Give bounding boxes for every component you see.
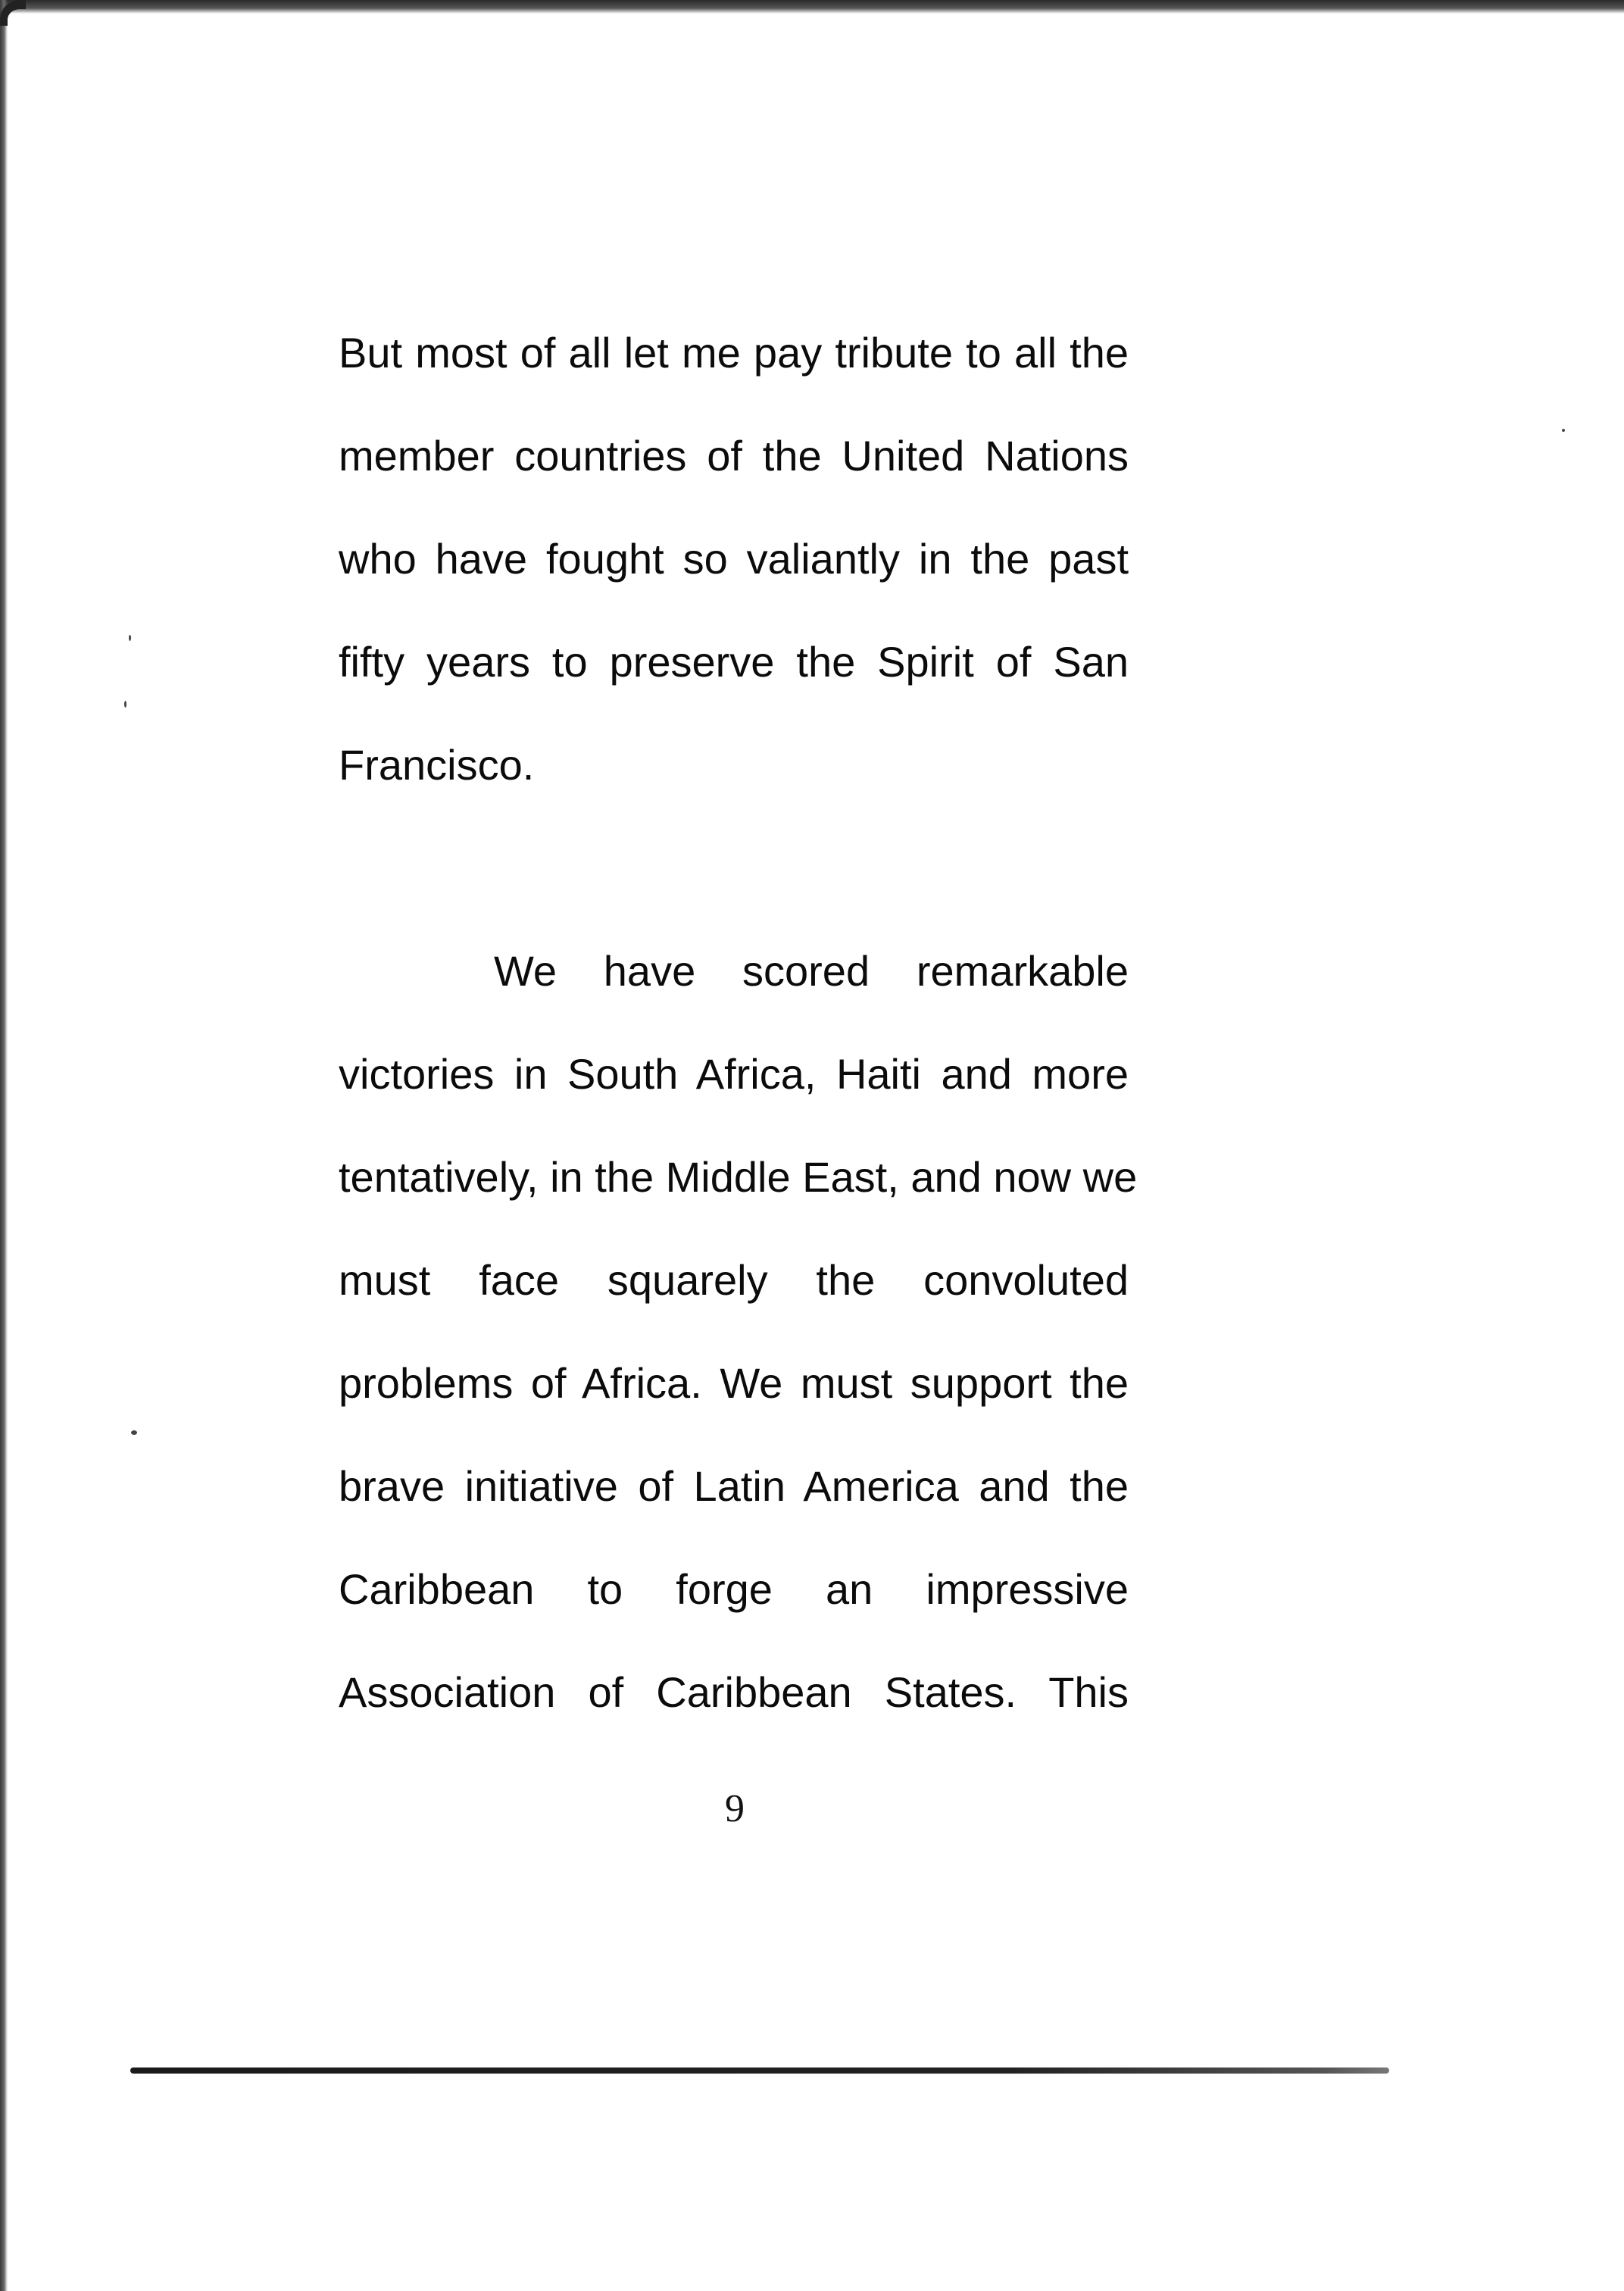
text-line: member countries of the United Nations: [339, 432, 1129, 480]
text-line: problems of Africa. We must support the: [339, 1359, 1129, 1407]
paragraph-victories: [339, 920, 1138, 1744]
text-line: victories in South Africa, Haiti and more: [339, 1050, 1129, 1098]
text-line: Association of Caribbean States. This: [339, 1668, 1129, 1716]
scan-speck: [124, 701, 126, 708]
scan-speck: [129, 635, 131, 641]
scan-left-border: [0, 0, 8, 2291]
scan-top-border: [0, 0, 1624, 14]
text-line: Caribbean to forge an impressive: [339, 1565, 1129, 1613]
text-line: brave initiative of Latin America and the: [339, 1462, 1129, 1510]
text-line: fifty years to preserve the Spirit of San: [339, 638, 1129, 686]
page-number: 9: [725, 1787, 745, 1830]
text-line: who have fought so valiantly in the past: [339, 535, 1129, 583]
paragraph-spacer: [339, 817, 1129, 920]
text-line: But most of all let me pay tribute to all the: [339, 329, 1129, 377]
scan-speck: [131, 1430, 137, 1435]
text-line: tentatively, in the Middle East, and now we: [339, 1153, 1138, 1201]
body-text: [339, 302, 1138, 1744]
scan-speck: [1562, 429, 1565, 432]
text-line: Francisco.: [339, 741, 535, 789]
paragraph-tribute: [339, 302, 1129, 817]
footer-rule: [130, 2068, 1389, 2074]
text-line: We have scored remarkable: [494, 947, 1129, 995]
text-line: must face squarely the convoluted: [339, 1256, 1129, 1304]
